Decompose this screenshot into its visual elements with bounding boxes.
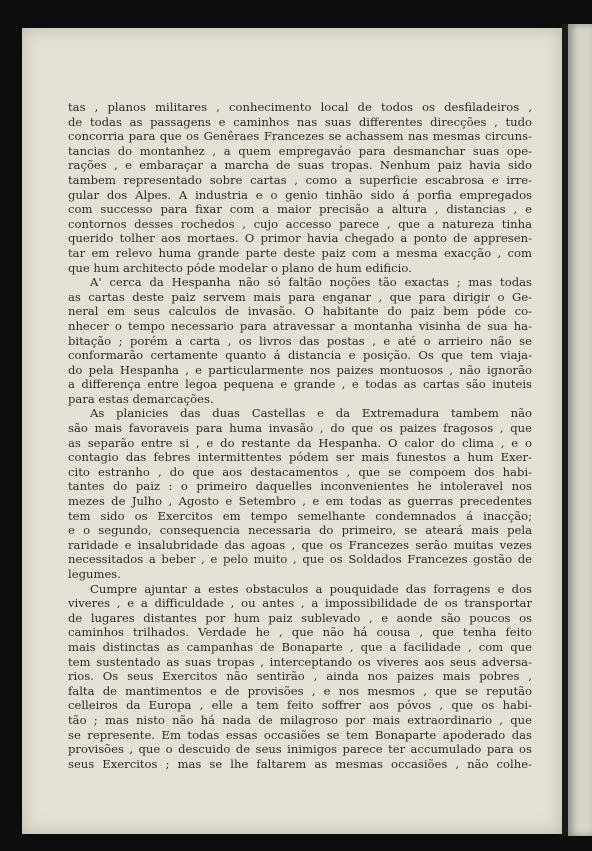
text-line: concorria para que os Genêraes Francezes se achassem nas mesmas circuns- bbox=[68, 129, 532, 144]
text-line: tantes do paiz : o primeiro daquelles inconvenientes he intoleravel nos bbox=[68, 479, 532, 494]
text-line: de todas as passagens e caminhos nas suas differentes direcções , tudo bbox=[68, 114, 532, 129]
page-text bbox=[68, 100, 532, 771]
text-line: gular dos Alpes. A industria e o genio tinhão sido á porfia empregados bbox=[68, 187, 532, 202]
text-line: bitação ; porém a carta , os livros das postas , e até o arrieiro não se bbox=[68, 333, 532, 348]
text-line: caminhos trilhados. Verdade he , que não há cousa , que tenha feito bbox=[68, 625, 532, 640]
text-line: de lugares distantes por hum paiz sublevado , e aonde são poucos os bbox=[68, 610, 532, 625]
text-line: raridade e insalubridade das agoas , que os Francezes serão muitas vezes bbox=[68, 537, 532, 552]
text-line: tem sido os Exercitos em tempo semelhante condemnados á inacção; bbox=[68, 508, 532, 523]
text-line: tancias do montanhez , a quem empregaváo para desmanchar suas ope- bbox=[68, 143, 532, 158]
text-line: são mais favoraveis para huma invasão , do que os paizes fragosos , que bbox=[68, 421, 532, 436]
text-line: cito estranho , do que aos destacamentos , que se compoem dos habi- bbox=[68, 464, 532, 479]
text-line: rações , e embaraçar a marcha de suas tropas. Nenhum paiz havia sido bbox=[68, 158, 532, 173]
text-line: as cartas deste paiz servem mais para enganar , que para dirigir o Ge- bbox=[68, 289, 532, 304]
text-line: seus Exercitos ; mas se lhe faltarem as mesmas occasiões , não colhe- bbox=[68, 756, 532, 771]
text-line: contornos desses rochedos , cujo accesso parece , que a natureza tinha bbox=[68, 216, 532, 231]
paragraph-3 bbox=[68, 406, 532, 581]
text-line: tem sustentado as suas tropas , interceptando os viveres aos seus adversa- bbox=[68, 654, 532, 669]
paragraph-4 bbox=[68, 582, 532, 772]
text-line: e o segundo, consequencia necessaria do primeiro, se ateará mais pela bbox=[68, 523, 532, 538]
text-line: tar em relevo huma grande parte deste paiz com a mesma exacção , com bbox=[68, 245, 532, 260]
text-line: legumes. bbox=[68, 567, 121, 581]
text-line: nhecer o tempo necessario para atravessar a montanha visinha de sua ha- bbox=[68, 318, 532, 333]
text-line: se represente. Em todas essas occasiões se tem Bonaparte apoderado das bbox=[68, 727, 532, 742]
text-line: tas , planos militares , conhecimento local de todos os desfiladeiros , bbox=[68, 100, 532, 114]
text-line: contagio das febres intermittentes pódem ser mais funestos a hum Exer- bbox=[68, 450, 532, 465]
text-line: mezes de Julho , Agosto e Setembro , e em todas as guerras precedentes bbox=[68, 494, 532, 509]
text-line: para estas demarcações. bbox=[68, 391, 214, 406]
text-line: tambem representado sobre cartas , como a superficie escabrosa e irre- bbox=[68, 172, 532, 187]
text-line: necessitados a beber , e pelo muito , que os Soldados Francezes gostão de bbox=[68, 552, 532, 567]
text-line: rios. Os seus Exercitos não sentirão , ainda nos paizes mais pobres , bbox=[68, 669, 532, 684]
text-line: As planicies das duas Castellas e da Extremadura tambem não bbox=[90, 406, 532, 421]
text-line: querido tolher aos mortaes. O primor havia chegado a ponto de appresen- bbox=[68, 231, 532, 246]
text-line: provisões , que o descuido de seus inimigos parece ter accumulado para os bbox=[68, 742, 532, 757]
paragraph-2 bbox=[68, 275, 532, 406]
text-line: com successo para fixar com a maior precisão a altura , distancias , e bbox=[68, 202, 532, 217]
text-line: Cumpre ajuntar a estes obstaculos a pouquidade das forragens e dos bbox=[90, 581, 532, 596]
text-line: falta de mantimentos e de provisões , e nos mesmos , que se reputão bbox=[68, 683, 532, 698]
facing-page-edge bbox=[568, 24, 592, 836]
text-line: do pela Hespanha , e particularmente nos paizes montuosos , não ignorão bbox=[68, 362, 532, 377]
text-line: celleiros da Europa , elle a tem feito soffrer aos póvos , que os habi- bbox=[68, 698, 532, 713]
text-line: mais distinctas as campanhas de Bonaparte , que a facilidade , com que bbox=[68, 639, 532, 654]
text-line: A' cerca da Hespanha não só faltão noções tão exactas ; mas todas bbox=[90, 275, 532, 290]
text-line: viveres , e a difficuldade , ou antes , a impossibilidade de os transportar bbox=[68, 596, 532, 611]
text-line: a differença entre legoa pequena e grande , e todas as cartas são inuteis bbox=[68, 377, 532, 392]
text-line: as separão entre si , e do restante da Hespanha. O calor do clima , e o bbox=[68, 435, 532, 450]
text-line: neral em seus calculos de invasão. O habitante do paiz bem póde co- bbox=[68, 304, 532, 319]
paragraph-1 bbox=[68, 100, 532, 275]
text-line: tão ; mas nisto não há nada de milagroso por mais extraordinario , que bbox=[68, 712, 532, 727]
text-line: que hum architecto póde modelar o plano de hum edificio. bbox=[68, 260, 412, 275]
text-line: conformarão certamente quanto á distancia e posição. Os que tem viaja- bbox=[68, 348, 532, 363]
